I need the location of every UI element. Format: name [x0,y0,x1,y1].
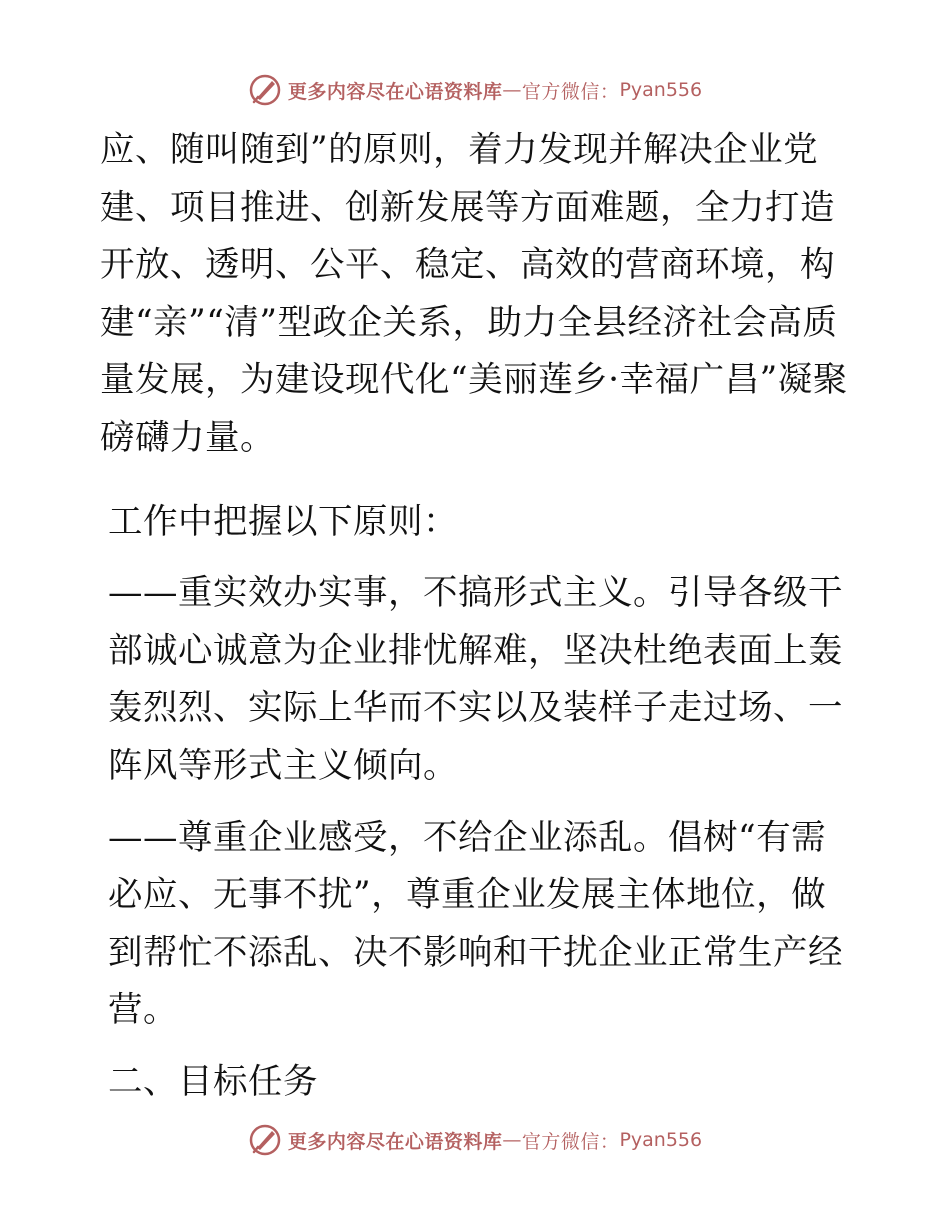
header-wechat-id: Pyan556 [619,79,703,101]
header-wechat-label: 官方微信： [521,80,620,103]
header-ad-text: 更多内容尽在心语资料库 [287,80,503,103]
paragraph-principles-intro: 工作中把握以下原则： [108,501,458,542]
footer-wechat-id: Pyan556 [619,1129,703,1151]
quill-pen-logo-icon [248,73,282,107]
footer-wechat-label: 官方微信： [521,1130,620,1153]
header-ad-dash: — [502,79,522,101]
header-ad-banner [0,70,950,110]
footer-ad-text: 更多内容尽在心语资料库 [287,1130,503,1153]
footer-ad-banner [0,1120,950,1160]
paragraph-principle-practical: ——重实效办实事，不搞形式主义。引导各级干部诚心诚意为企业排忧解难，坚决杜绝表面上轰轰烈烈、实际上华而不实以及装样子走过场、一阵风等形式主义倾向。 [108,573,843,786]
document-body [100,122,860,1112]
quill-pen-logo-icon [248,1123,282,1157]
section-heading-goals: 二、目标任务 [108,1061,318,1102]
footer-ad-dash: — [502,1129,522,1151]
paragraph-principle-respect: ——尊重企业感受，不给企业添乱。倡树“有需必应、无事不扰”，尊重企业发展主体地位，做到帮忙不添乱、决不影响和干扰企业正常生产经营。 [108,817,843,1031]
paragraph-principle-continued: 应、随叫随到”的原则，着力发现并解决企业党建、项目推进、创新发展等方面难题，全力打造开放、透明、公平、稳定、高效的营商环境，构建“亲”“清”型政企关系，助力全县经济社会高质量发展，为建设现代化“美丽莲乡·幸福广昌”凝聚磅礴力量。 [100,130,848,458]
